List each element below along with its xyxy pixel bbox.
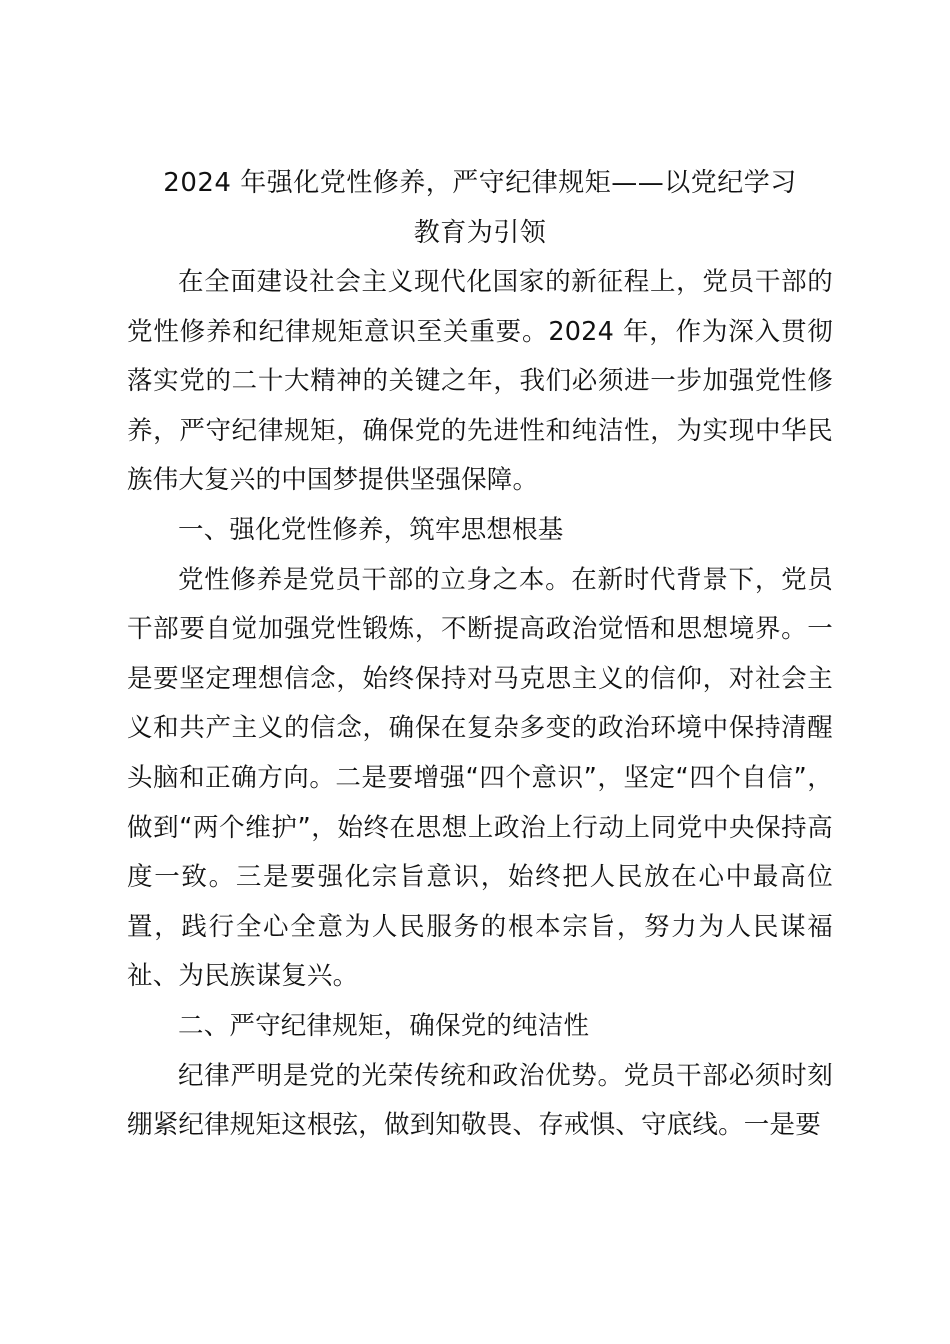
section-heading-1: 一、强化党性修养，筑牢思想根基 [178,514,564,545]
document-title [127,158,833,258]
section-2-paragraph: 纪律严明是党的光荣传统和政治优势。党员干部必须时刻绷紧纪律规矩这根弦，做到知敬畏、存戒惧、守底线。一是要 [127,1060,833,1141]
title-line-1: 2024 年强化党性修养，严守纪律规矩——以党纪学习 [163,168,797,198]
title-line-2: 教育为引领 [413,218,547,248]
intro-paragraph: 在全面建设社会主义现代化国家的新征程上，党员干部的党性修养和纪律规矩意识至关重要。2024 年，作为深入贯彻落实党的二十大精神的关键之年，我们必须进一步加强党性修养，严守纪律规矩，确保党的先进性和纯洁性，为实现中华民族伟大复兴的中国梦提供坚强保障。 [127,267,833,496]
section-1-paragraph: 党性修养是党员干部的立身之本。在新时代背景下，党员干部要自觉加强党性锻炼，不断提高政治觉悟和思想境界。一是要坚定理想信念，始终保持对马克思主义的信仰，对社会主义和共产主义的信念，确保在复杂多变的政治环境中保持清醒头脑和正确方向。二是要增强“四个意识”，坚定“四个自信”，做到“两个维护”，始终在思想上政治上行动上同党中央保持高度一致。三是要强化宗旨意识，始终把人民放在心中最高位置，践行全心全意为人民服务的根本宗旨，努力为人民谋福祉、为民族谋复兴。 [127,564,833,992]
document-body [127,158,833,1151]
section-heading-2: 二、严守纪律规矩，确保党的纯洁性 [178,1010,590,1041]
